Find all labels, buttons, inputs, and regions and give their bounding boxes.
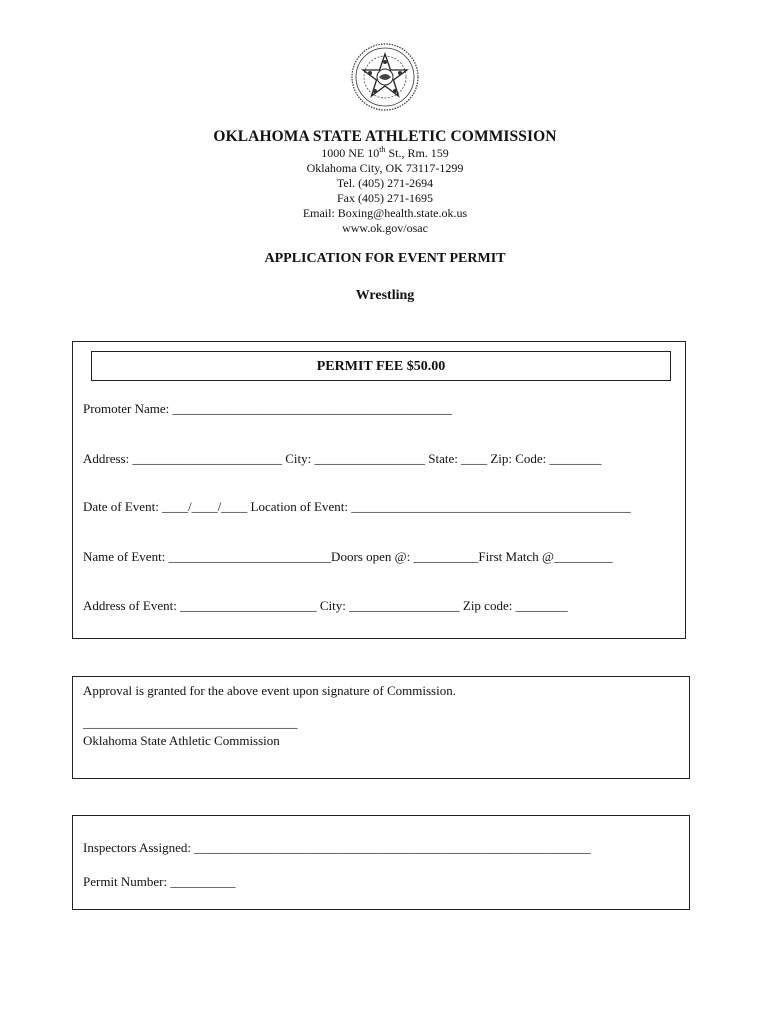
telephone: Tel. (405) 271-2694 — [336, 176, 434, 190]
city-state-zip: Oklahoma City, OK 73117-1299 — [306, 161, 464, 175]
website-link[interactable]: www.ok.gov/osac — [342, 221, 428, 235]
state-seal-icon — [350, 42, 420, 112]
permit-number-field[interactable]: Permit Number: __________ — [83, 874, 236, 889]
inspectors-assigned-field[interactable]: Inspectors Assigned: _____________________________________________________________ — [83, 840, 591, 855]
signature-line[interactable]: _________________________________ — [83, 715, 298, 730]
approval-statement: Approval is granted for the above event upon signature of Commission. — [83, 683, 456, 698]
address-field[interactable]: Address: _______________________ City: _________________ State: ____ Zip: Code: ________ — [83, 451, 602, 466]
form-title: APPLICATION FOR EVENT PERMIT — [264, 251, 506, 266]
email[interactable]: Email: Boxing@health.state.ok.us — [302, 206, 468, 220]
permit-fee-label: PERMIT FEE $50.00 — [91, 351, 671, 381]
contact-block — [0, 146, 770, 236]
approval-section — [72, 676, 690, 779]
organization-title: OKLAHOMA STATE ATHLETIC COMMISSION — [213, 128, 557, 145]
signatory-label: Oklahoma State Athletic Commission — [83, 733, 280, 748]
event-details-section — [72, 341, 686, 639]
event-name-field[interactable]: Name of Event: _________________________Doors open @: __________First Match @_________ — [83, 549, 613, 564]
promoter-name-field[interactable]: Promoter Name: ___________________________________________ — [83, 401, 453, 416]
fax: Fax (405) 271-1695 — [337, 191, 433, 205]
street-address: 1000 NE 10th St., Rm. 159 — [321, 145, 449, 160]
inspector-section — [72, 815, 690, 910]
date-location-field[interactable]: Date of Event: ____/____/____ Location of Event: ___________________________________________ — [83, 499, 631, 514]
sport-title: Wrestling — [355, 288, 415, 303]
event-address-field[interactable]: Address of Event: _____________________ City: _________________ Zip code: ________ — [83, 598, 568, 613]
